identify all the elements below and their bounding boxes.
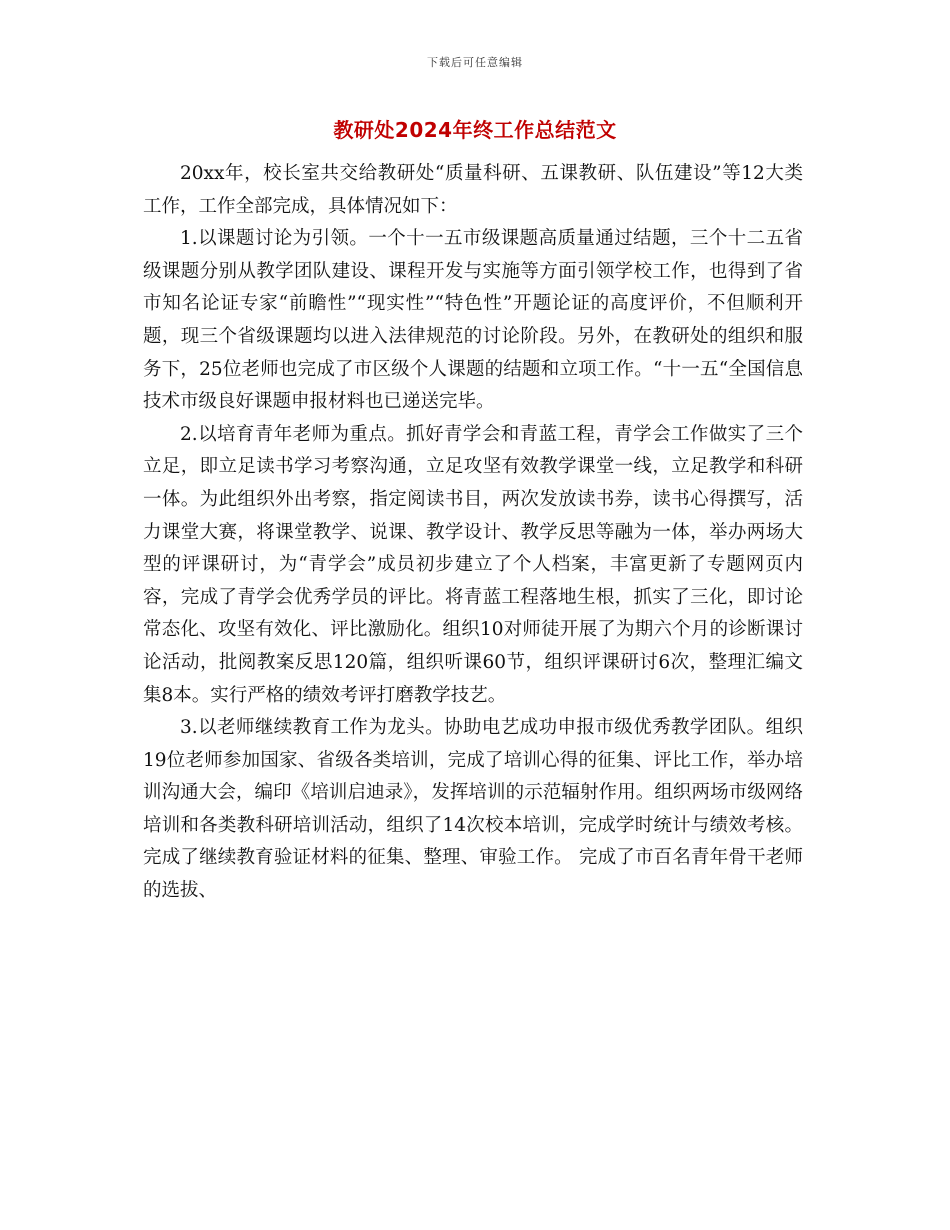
intro-paragraph: 20xx年，校长室共交给教研处“质量科研、五课教研、队伍建设”等12大类工作，工作全部完成，具体情况如下： xyxy=(143,163,803,217)
header-note: 下载后可任意编辑 xyxy=(427,56,523,69)
paragraph-research-topics: 1.以课题讨论为引领。一个十一五市级课题高质量通过结题，三个十二五省级课题分别从教学团队建设、课程开发与实施等方面引领学校工作，也得到了省市知名论证专家“前瞻性”“现实性”“特色性”开题论证的高度评价，不但顺利开题，现三个省级课题均以进入法律规范的讨论阶段。另外，在教研处的组织和服务下，25位老师也完成了市区级个人课题的结题和立项工作。“十一五“全国信息技术市级良好课题申报材料也已递送完毕。 xyxy=(143,228,803,413)
paragraph-young-teachers: 2.以培育青年老师为重点。抓好青学会和青蓝工程，青学会工作做实了三个立足，即立足读书学习考察沟通，立足攻坚有效教学课堂一线，立足教学和科研一体。为此组织外出考察，指定阅读书目，两次发放读书券，读书心得撰写，活力课堂大赛，将课堂教学、说课、教学设计、教学反思等融为一体，举办两场大型的评课研讨，为“青学会”成员初步建立了个人档案，丰富更新了专题网页内容，完成了青学会优秀学员的评比。将青蓝工程落地生根，抓实了三化，即讨论常态化、攻坚有效化、评比激励化。组织10对师徒开展了为期六个月的诊断课讨论活动，批阅教案反思120篇，组织听课60节，组织评课研讨6次，整理汇编文集8本。实行严格的绩效考评打磨教学技艺。 xyxy=(143,423,803,706)
paragraph-continuing-education: 3.以老师继续教育工作为龙头。协助电艺成功申报市级优秀教学团队。组织19位老师参加国家、省级各类培训，完成了培训心得的征集、评比工作，举办培训沟通大会，编印《培训启迪录》，发挥培训的示范辐射作用。组织两场市级网络培训和各类教科研培训活动，组织了14次校本培训，完成学时统计与绩效考核。完成了继续教育验证材料的征集、整理、审验工作。 完成了市百名青年骨干老师的选拔、 xyxy=(143,717,803,902)
document-title: 教研处2024年终工作总结范文 xyxy=(333,118,617,142)
document-body xyxy=(143,158,803,908)
